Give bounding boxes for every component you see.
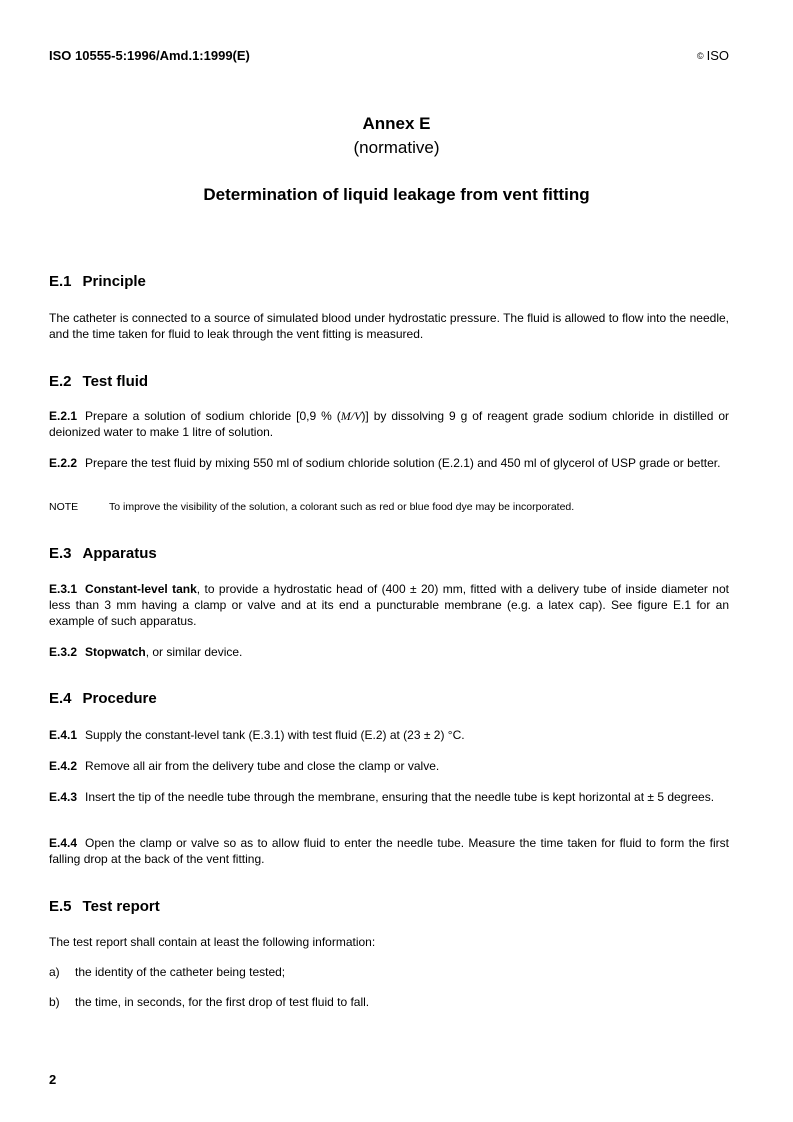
clause-text: Prepare a solution of sodium chloride [0,9 % ( xyxy=(85,409,341,423)
clause-text: Supply the constant-level tank (E.3.1) with test fluid (E.2) at (23 ± 2) °C. xyxy=(85,728,465,742)
clause-e4-2 xyxy=(49,758,729,774)
annex-title: Annex E xyxy=(362,114,431,133)
list-text: the time, in seconds, for the first drop of test fluid to fall. xyxy=(75,995,370,1009)
clause-text: )] by dissolving 9 g of reagent grade sodium chloride in distilled or deionized water to make 1 litre of solution. xyxy=(49,409,730,439)
clause-e4-3 xyxy=(49,789,729,805)
section-number: E.4 xyxy=(49,690,72,707)
clause-e4-4 xyxy=(49,835,729,867)
note-text: To improve the visibility of the solution, a colorant such as red or blue food dye may be incorporated. xyxy=(109,501,575,513)
clause-term: Constant-level tank xyxy=(85,582,197,596)
note-label: NOTE xyxy=(49,501,79,513)
clause-text: , or similar device. xyxy=(145,645,243,659)
list-item xyxy=(49,964,729,980)
section-number: E.1 xyxy=(49,273,72,290)
clause-italic: M/V xyxy=(340,409,362,423)
section-number: E.5 xyxy=(49,898,72,915)
clause-e2-2 xyxy=(49,455,729,471)
annex-status: (normative) xyxy=(353,138,440,157)
clause-term: Stopwatch xyxy=(85,645,146,659)
clause-text: Insert the tip of the needle tube through the membrane, ensuring that the needle tube is kept horizontal at ± 5 degrees. xyxy=(85,790,715,804)
annex-heading: Determination of liquid leakage from vent fitting xyxy=(203,185,590,204)
section-e5-intro: The test report shall contain at least the following information: xyxy=(49,935,376,949)
copyright-symbol: © xyxy=(696,51,704,61)
clause-e3-2 xyxy=(49,644,729,660)
section-heading-e1 xyxy=(49,273,146,290)
clause-label: E.4.2 xyxy=(49,759,78,773)
section-number: E.2 xyxy=(49,373,72,390)
clause-text: Remove all air from the delivery tube and close the clamp or valve. xyxy=(85,759,440,773)
clause-text: Open the clamp or valve so as to allow fluid to enter the needle tube. Measure the time taken for fluid to form the first falling drop at the back of the vent fitting. xyxy=(49,836,729,866)
clause-label: E.3.1 xyxy=(49,582,78,596)
clause-label: E.4.4 xyxy=(49,836,78,850)
clause-e3-1 xyxy=(49,581,729,629)
clause-label: E.4.1 xyxy=(49,728,78,742)
section-title: Test report xyxy=(82,898,160,915)
section-title: Principle xyxy=(82,273,146,290)
section-title: Procedure xyxy=(82,690,157,707)
clause-text: , to provide a hydrostatic head of (400 ± 20) mm, fitted with a delivery tube of inside diameter not less than 3 mm having a clamp or valve and at its end a puncturable membrane (e.g. a latex cap). See figure E.1 for an example of such apparatus. xyxy=(49,582,729,628)
copyright-mark xyxy=(697,48,729,63)
clause-text: Prepare the test fluid by mixing 550 ml of sodium chloride solution (E.2.1) and 450 ml of glycerol of USP grade or better. xyxy=(85,456,721,470)
clause-label: E.3.2 xyxy=(49,645,78,659)
section-heading-e3 xyxy=(49,545,157,562)
section-title: Test fluid xyxy=(82,373,149,390)
clause-label: E.4.3 xyxy=(49,790,78,804)
list-text: the identity of the catheter being tested; xyxy=(75,965,286,979)
clause-label: E.2.1 xyxy=(49,409,78,423)
list-item xyxy=(49,994,729,1010)
section-heading-e4 xyxy=(49,690,157,707)
section-number: E.3 xyxy=(49,545,72,562)
note xyxy=(49,500,729,514)
document-id: ISO 10555-5:1996/Amd.1:1999(E) xyxy=(49,48,250,63)
clause-e4-1 xyxy=(49,727,729,743)
section-title: Apparatus xyxy=(82,545,157,562)
copyright-org: ISO xyxy=(706,48,729,63)
section-e1-text: The catheter is connected to a source of simulated blood under hydrostatic pressure. The fluid is allowed to flow into the needle, and the time taken for fluid to leak through the vent fitting is measured. xyxy=(49,311,729,341)
list-marker: a) xyxy=(49,965,60,979)
page-number: 2 xyxy=(49,1072,57,1087)
clause-e2-1 xyxy=(49,408,729,440)
clause-label: E.2.2 xyxy=(49,456,78,470)
list-marker: b) xyxy=(49,995,60,1009)
section-heading-e2 xyxy=(49,373,148,390)
section-heading-e5 xyxy=(49,898,160,915)
